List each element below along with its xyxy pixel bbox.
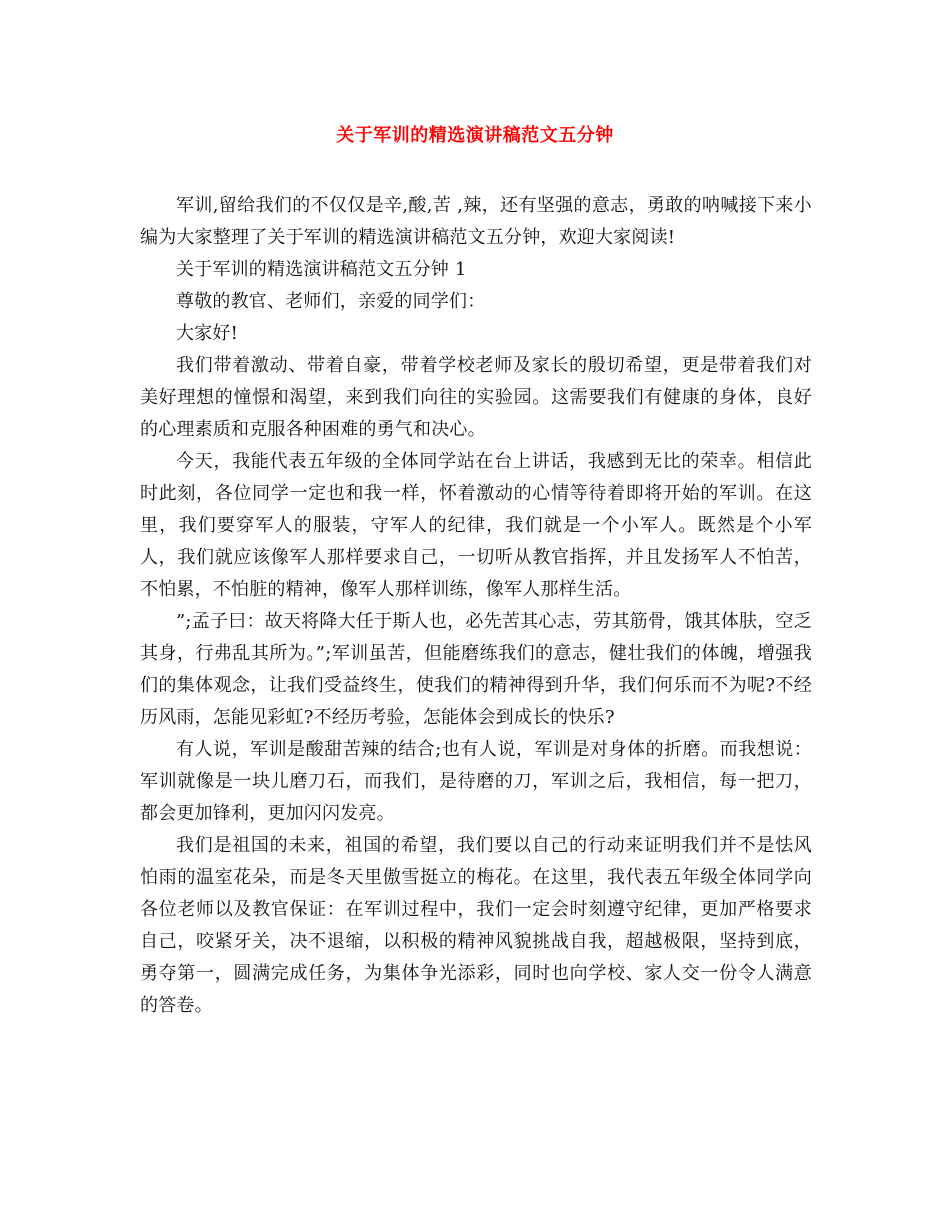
paragraph-body-3: ”;孟子曰：故天将降大任于斯人也，必先苦其心志，劳其筋骨，饿其体肤，空乏其身，行弗乱其所为。”;军训虽苦，但能磨练我们的意志，健壮我们的体魄，增强我们的集体观念，让我们受益终生，使我们的精神得到升华，我们何乐而不为呢?不经历风雨，怎能见彩虹?不经历考验，怎能体会到成长的快乐? xyxy=(140,611,812,728)
paragraph-salutation: 尊敬的教官、老师们，亲爱的同学们： xyxy=(176,291,486,312)
paragraph-section-heading: 关于军训的精选演讲稿范文五分钟 1 xyxy=(176,259,467,280)
paragraph-greeting: 大家好! xyxy=(176,323,239,344)
document-title: 关于军训的精选演讲稿范文五分钟 xyxy=(336,125,614,146)
paragraph-intro: 军训,留给我们的不仅仅是辛,酸,苦 ,辣，还有坚强的意志，勇敢的呐喊接下来小编为大家整理了关于军训的精选演讲稿范文五分钟，欢迎大家阅读! xyxy=(140,195,812,248)
paragraph-body-2: 今天，我能代表五年级的全体同学站在台上讲话，我感到无比的荣幸。相信此时此刻，各位同学一定也和我一样，怀着激动的心情等待着即将开始的军训。在这里，我们要穿军人的服装，守军人的纪律，我们就是一个小军人。既然是个小军人，我们就应该像军人那样要求自己，一切听从教官指挥，并且发扬军人不怕苦，不怕累，不怕脏的精神，像军人那样训练，像军人那样生活。 xyxy=(140,451,812,600)
paragraph-body-4: 有人说，军训是酸甜苦辣的结合;也有人说，军训是对身体的折磨。而我想说：军训就像是一块儿磨刀石，而我们，是待磨的刀，军训之后，我相信，每一把刀，都会更加锋利，更加闪闪发亮。 xyxy=(140,739,812,824)
paragraph-body-5: 我们是祖国的未来，祖国的希望，我们要以自己的行动来证明我们并不是怯风怕雨的温室花朵，而是冬天里傲雪挺立的梅花。在这里，我代表五年级全体同学向各位老师以及教官保证：在军训过程中，我们一定会时刻遵守纪律，更加严格要求自己，咬紧牙关，决不退缩，以积极的精神风貌挑战自我，超越极限，坚持到底，勇夺第一，圆满完成任务，为集体争光添彩，同时也向学校、家人交一份令人满意的答卷。 xyxy=(140,835,812,1016)
document-body xyxy=(140,190,812,1022)
paragraph-body-1: 我们带着激动、带着自豪，带着学校老师及家长的殷切希望，更是带着我们对美好理想的憧憬和渴望，来到我们向往的实验园。这需要我们有健康的身体，良好的心理素质和克服各种困难的勇气和决心。 xyxy=(140,355,812,440)
